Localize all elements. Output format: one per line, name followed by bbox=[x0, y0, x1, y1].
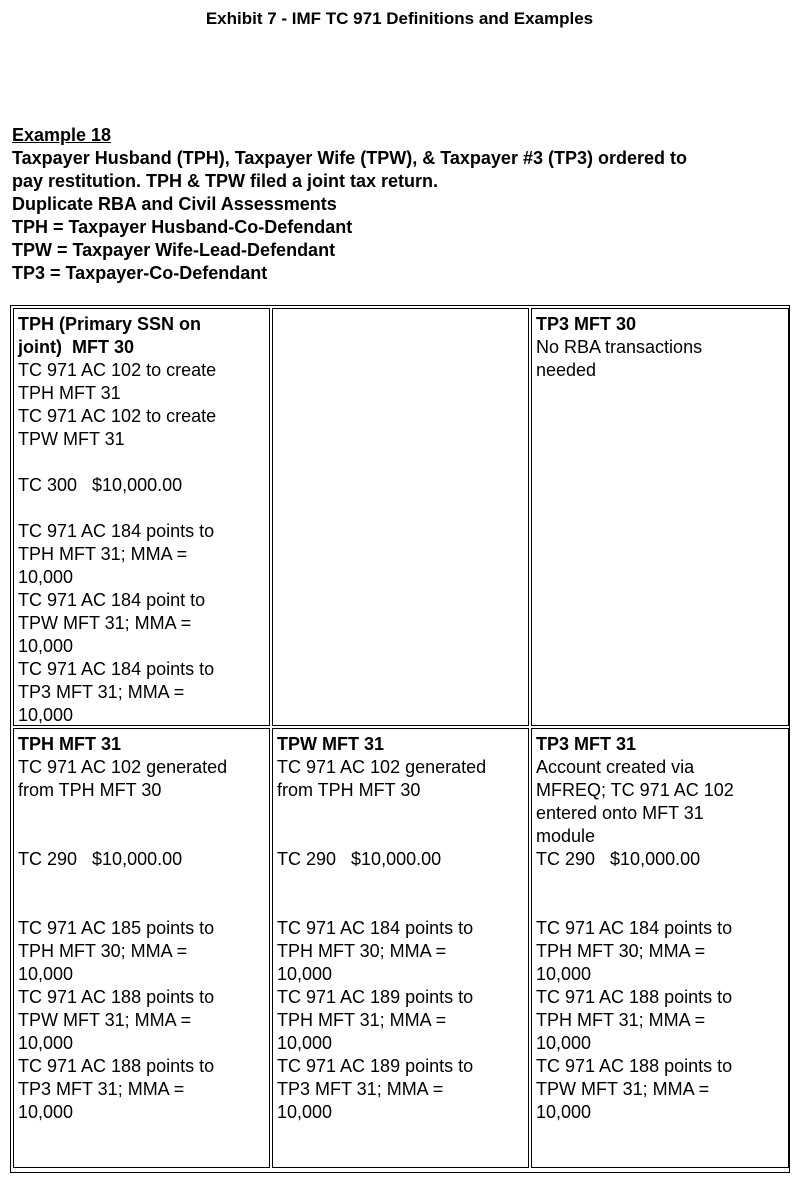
cell-line: 10,000 bbox=[18, 1102, 74, 1122]
cell-line bbox=[18, 825, 265, 848]
cell-line: 10,000 bbox=[536, 1102, 592, 1122]
cell-line bbox=[277, 802, 524, 825]
cell-line bbox=[18, 497, 265, 520]
cell-line: TC 971 AC 102 generated bbox=[277, 757, 487, 777]
cell-line bbox=[277, 871, 524, 894]
cell-line: TC 971 AC 184 points to bbox=[18, 521, 215, 541]
cell-line: TPH MFT 31 bbox=[18, 383, 121, 403]
cell-line: TPW MFT 31 bbox=[18, 429, 125, 449]
intro-line: pay restitution. TPH & TPW filed a joint tax return. bbox=[12, 171, 439, 191]
cell-line: TC 971 AC 102 to create bbox=[18, 360, 217, 380]
cell-line: TP3 MFT 31; MMA = bbox=[18, 682, 185, 702]
cell-line: 10,000 bbox=[18, 567, 74, 587]
cell-tp3-mft30 bbox=[531, 308, 789, 726]
cell-line: 10,000 bbox=[536, 964, 592, 984]
cell-header: TPH (Primary SSN on bbox=[18, 314, 202, 334]
cell-line bbox=[18, 451, 265, 474]
cell-line: TC 971 AC 189 points to bbox=[277, 1056, 474, 1076]
cell-line: TC 971 AC 185 points to bbox=[18, 918, 215, 938]
cell-line: TP3 MFT 31; MMA = bbox=[18, 1079, 185, 1099]
cell-tpw-mft31 bbox=[272, 728, 529, 1168]
cell-tph-mft30 bbox=[13, 308, 270, 726]
cell-line bbox=[18, 894, 265, 917]
cell-line: needed bbox=[536, 360, 597, 380]
cell-line: TC 971 AC 189 points to bbox=[277, 987, 474, 1007]
cell-line: 10,000 bbox=[277, 964, 333, 984]
cell-line: entered onto MFT 31 bbox=[536, 803, 704, 823]
cell-empty bbox=[272, 308, 529, 726]
cell-line: 10,000 bbox=[277, 1102, 333, 1122]
cell-header: joint) MFT 30 bbox=[18, 337, 134, 357]
cell-line: TC 971 AC 184 points to bbox=[277, 918, 474, 938]
cell-line: TPH MFT 31; MMA = bbox=[536, 1010, 706, 1030]
cell-line: TC 290 $10,000.00 bbox=[18, 849, 183, 869]
intro-line: TPH = Taxpayer Husband-Co-Defendant bbox=[12, 217, 353, 237]
page-title: Exhibit 7 - IMF TC 971 Definitions and Examples bbox=[205, 9, 594, 28]
cell-line: TPH MFT 30; MMA = bbox=[277, 941, 447, 961]
cell-line bbox=[277, 825, 524, 848]
cell-line: TC 290 $10,000.00 bbox=[536, 849, 701, 869]
cell-line: MFREQ; TC 971 AC 102 bbox=[536, 780, 734, 800]
cell-line: TP3 MFT 31; MMA = bbox=[277, 1079, 444, 1099]
cell-line: TPW MFT 31; MMA = bbox=[18, 613, 192, 633]
cell-line: TPW MFT 31; MMA = bbox=[536, 1079, 710, 1099]
intro-line: Taxpayer Husband (TPH), Taxpayer Wife (TPW), & Taxpayer #3 (TP3) ordered to bbox=[12, 148, 687, 168]
example-heading: Example 18 bbox=[12, 125, 112, 145]
cell-line: TC 971 AC 188 points to bbox=[536, 1056, 733, 1076]
cell-line: TC 290 $10,000.00 bbox=[277, 849, 442, 869]
cell-line: TPH MFT 30; MMA = bbox=[536, 941, 706, 961]
cell-line bbox=[536, 894, 784, 917]
cell-header: TPH MFT 31 bbox=[18, 734, 122, 754]
cell-line: 10,000 bbox=[277, 1033, 333, 1053]
cell-line: TPH MFT 30; MMA = bbox=[18, 941, 188, 961]
cell-line: TPW MFT 31; MMA = bbox=[18, 1010, 192, 1030]
cell-line: 10,000 bbox=[18, 964, 74, 984]
cell-tp3-mft31 bbox=[531, 728, 789, 1168]
cell-line bbox=[18, 802, 265, 825]
intro-line: TP3 = Taxpayer-Co-Defendant bbox=[12, 263, 268, 283]
cell-line: 10,000 bbox=[536, 1033, 592, 1053]
cell-line bbox=[277, 894, 524, 917]
cell-line: TC 971 AC 188 points to bbox=[18, 1056, 215, 1076]
cell-line: module bbox=[536, 826, 596, 846]
cell-line: TC 300 $10,000.00 bbox=[18, 475, 183, 495]
cell-line: 10,000 bbox=[18, 636, 74, 656]
cell-line: TC 971 AC 102 generated bbox=[18, 757, 228, 777]
cell-header: TP3 MFT 30 bbox=[536, 314, 637, 334]
cell-line: TC 971 AC 184 point to bbox=[18, 590, 206, 610]
cell-line: from TPH MFT 30 bbox=[18, 780, 162, 800]
cell-header: TP3 MFT 31 bbox=[536, 734, 637, 754]
cell-line bbox=[536, 871, 784, 894]
cell-line: TC 971 AC 184 points to bbox=[18, 659, 215, 679]
cell-line: No RBA transactions bbox=[536, 337, 703, 357]
cell-line: TC 971 AC 188 points to bbox=[536, 987, 733, 1007]
cell-line: TPH MFT 31; MMA = bbox=[18, 544, 188, 564]
cell-line: 10,000 bbox=[18, 1033, 74, 1053]
intro-line: TPW = Taxpayer Wife-Lead-Defendant bbox=[12, 240, 336, 260]
intro-line: Duplicate RBA and Civil Assessments bbox=[12, 194, 337, 214]
cell-line: 10,000 bbox=[18, 705, 74, 725]
cell-line: TC 971 AC 184 points to bbox=[536, 918, 733, 938]
cell-line: TC 971 AC 102 to create bbox=[18, 406, 217, 426]
cell-line: Account created via bbox=[536, 757, 695, 777]
example-intro bbox=[12, 124, 687, 285]
cell-line bbox=[18, 871, 265, 894]
example-table bbox=[10, 305, 790, 1173]
cell-line: TC 971 AC 188 points to bbox=[18, 987, 215, 1007]
cell-tph-mft31 bbox=[13, 728, 270, 1168]
cell-line: from TPH MFT 30 bbox=[277, 780, 421, 800]
cell-line: TPH MFT 31; MMA = bbox=[277, 1010, 447, 1030]
cell-header: TPW MFT 31 bbox=[277, 734, 384, 754]
